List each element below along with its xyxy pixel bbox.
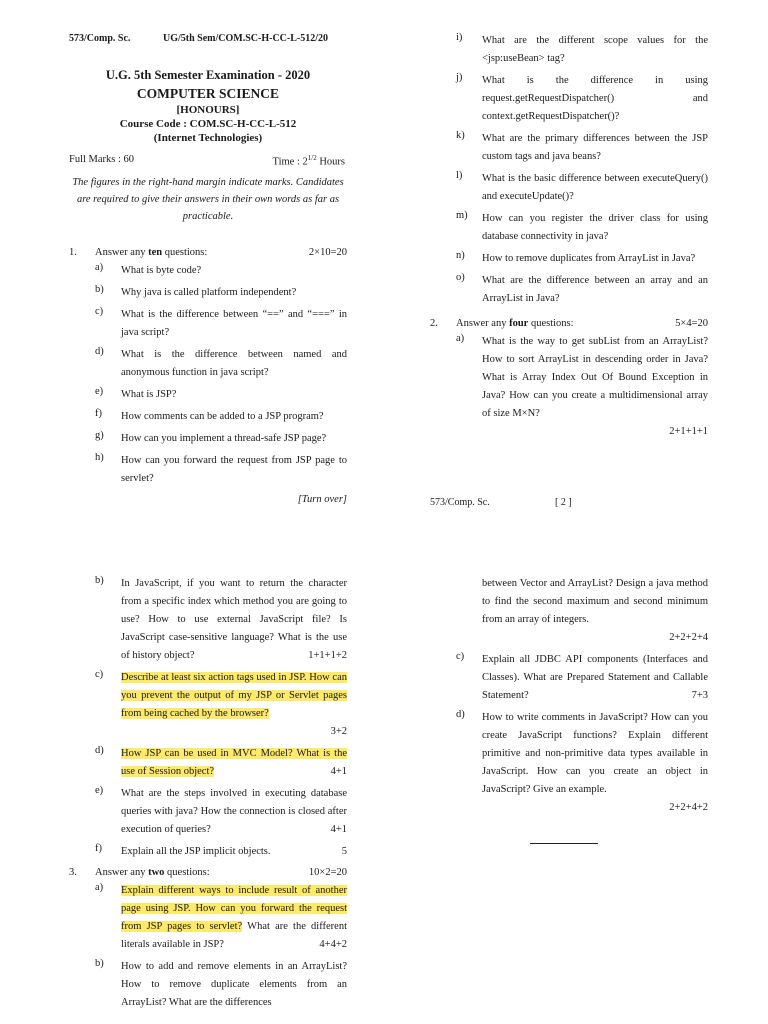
subject-title: COMPUTER SCIENCE [136, 86, 280, 101]
q2-item [69, 669, 347, 741]
item-label: e) [95, 385, 104, 397]
q1_items_left-item [69, 408, 347, 426]
q1_items_right-item [430, 130, 708, 166]
item-marks: 4+1 [330, 824, 347, 835]
item-label: f) [95, 407, 102, 419]
q1_items_left-item [69, 284, 347, 302]
item-label: b) [95, 283, 104, 295]
page1-left-column [69, 30, 347, 505]
item-text: How JSP can be used in MVC Model? What is the use of Session object? [121, 748, 347, 777]
page2-right-column [430, 575, 708, 817]
q3b-continued: between Vector and ArrayList? Design a java method to find the second maximum and second minimum from an array of integers. 2+2+2+4 [430, 575, 708, 647]
q3d-marks: 2+2+4+2 [669, 802, 708, 813]
item-text: What is the difference between named and anonymous function in java script? [121, 348, 347, 378]
q2-item [69, 575, 347, 665]
item-label: f) [95, 843, 102, 854]
q2-item [69, 843, 347, 861]
q1_items_left-item [69, 306, 347, 342]
header-code: 573/Comp. Sc. [69, 33, 131, 44]
q2-heading: 2. Answer any four questions: 5×4=20 [430, 318, 708, 329]
q1-items-left [69, 262, 347, 488]
q1_items_left-item [69, 346, 347, 382]
page2-left-column [69, 575, 347, 1012]
item-label: h) [95, 451, 104, 463]
q1_items_right-item [430, 32, 708, 68]
item-text: What are the difference between an array and an ArrayList in Java? [482, 275, 708, 304]
item-label: l) [456, 170, 463, 181]
q1_items_right-item [430, 250, 708, 268]
q3b-item: b) How to add and remove elements in an ArrayList? How to remove duplicate elements from an ArrayList? What are the differences [69, 958, 347, 1012]
honours-label: [HONOURS] [176, 104, 240, 116]
q3a-item: a) Explain different ways to include result of another page using JSP. How can you forward the request from JSP pages to servlet? What are the different literals available in JSP? 4+4+2 [69, 882, 347, 954]
q1_items_right-item [430, 272, 708, 308]
item-marks: 1+1+1+2 [308, 650, 347, 661]
item-label: c) [95, 669, 104, 680]
item-text: What is the basic difference between executeQuery() and executeUpdate()? [482, 173, 708, 202]
marks-time-row [69, 154, 347, 168]
q3b-marks: 2+2+2+4 [669, 632, 708, 643]
q3c-marks: 7+3 [691, 690, 708, 701]
q3d-item: d) How to write comments in JavaScript? How can you create JavaScript functions? Explain different primitive and non-primitive data types available in JavaScript. How can you create an object in JavaScript? Give an example. 2+2+4+2 [430, 709, 708, 817]
item-label: d) [95, 345, 104, 357]
item-text: What is byte code? [121, 264, 202, 276]
item-text: How can you register the driver class for using database connectivity in java? [482, 213, 708, 242]
q2a-marks: 2+1+1+1 [669, 426, 708, 437]
paper-name: (Internet Technologies) [153, 132, 263, 144]
item-label: c) [95, 305, 104, 317]
q2-item [69, 745, 347, 781]
item-marks: 4+1 [330, 766, 347, 777]
item-text: Explain all the JSP implicit objects. [121, 846, 271, 857]
item-text: In JavaScript, if you want to return the character from a specific index which method you are going to use? How to use external JavaScript file? Is JavaScript case-sensitive language? What is the use of history object? [121, 578, 347, 661]
item-text: What is JSP? [121, 388, 177, 400]
course-code: Course Code : COM.SC-H-CC-L-512 [119, 118, 297, 130]
q2-items-rest [69, 575, 347, 861]
item-text: What are the steps involved in executing database queries with java? How the connection is closed after execution of queries? [121, 788, 347, 835]
item-label: k) [456, 130, 465, 141]
exam-title: U.G. 5th Semester Examination - 2020 [105, 68, 311, 82]
turn-over: [Turn over] [297, 493, 347, 505]
full-marks: Full Marks : 60 [69, 154, 135, 165]
q1-heading: 1. Answer any ten questions: 2×10=20 [69, 246, 347, 258]
item-text: What is the difference between “==” and “===” in java script? [121, 308, 347, 338]
footer-code: 573/Comp. Sc. [430, 497, 490, 508]
item-text: What is the difference in using request.getRequestDispatcher() and context.getRequestDispatcher()? [482, 75, 708, 122]
header [69, 33, 347, 44]
item-label: e) [95, 785, 104, 796]
item-text: How can you forward the request from JSP page to servlet? [121, 454, 347, 484]
q1_items_left-item [69, 386, 347, 404]
item-label: j) [456, 72, 463, 83]
item-text: What are the different scope values for the <jsp:useBean> tag? [482, 35, 708, 64]
instructions-note: The figures in the right-hand margin indicate marks. Candidates are required to give their answers in their own words as far as practicable. [72, 176, 344, 222]
item-label: d) [95, 745, 104, 756]
item-label: n) [456, 250, 465, 261]
q1_items_left-item [69, 262, 347, 280]
item-text: Why java is called platform independent? [121, 286, 297, 298]
item-label: g) [95, 429, 104, 441]
end-line [530, 843, 598, 844]
q1_items_right-item [430, 210, 708, 246]
item-text: How to remove duplicates from ArrayList in Java? [482, 253, 696, 264]
item-text: How comments can be added to a JSP program? [121, 410, 324, 422]
footer-page: [ 2 ] [555, 497, 572, 508]
q3-heading: 3. Answer any two questions: 10×2=20 [69, 867, 347, 878]
q3c-item: c) Explain all JDBC API components (Interfaces and Classes). What are Prepared Statement and Callable Statement? 7+3 [430, 651, 708, 705]
item-label: b) [95, 575, 104, 586]
item-marks: 3+2 [330, 726, 347, 737]
page1-right-column [430, 32, 708, 441]
q1_items_left-item [69, 452, 347, 488]
item-text: Describe at least six action tags used in JSP. How can you prevent the output of my JSP or Servlet pages from being cached by the browser? [121, 672, 347, 719]
time: Time : $2^{1/2}$ Hours [272, 154, 345, 168]
item-label: i) [456, 32, 463, 43]
q3a-marks: 4+4+2 [319, 939, 347, 950]
q2-item [69, 785, 347, 839]
item-marks: 5 [341, 846, 347, 857]
q3a-highlight: Explain different ways to include result of another page using JSP. How can you forward the request from JSP pages to servlet? [121, 885, 347, 932]
item-text: How can you implement a thread-safe JSP page? [121, 432, 327, 444]
header-paper: UG/5th Sem/COM.SC-H-CC-L-512/20 [163, 33, 328, 44]
q2a-text: What is the way to get subList from an ArrayList? How to sort ArrayList in descending order in Java? What is Array Index Out Of Bound Exception in Java? How can you create a multidimensional array of size M×N? [482, 336, 708, 419]
item-label: m) [456, 210, 468, 221]
page-footer [430, 497, 572, 508]
q1_items_left-item [69, 430, 347, 448]
q3b-text: How to add and remove elements in an ArrayList? How to remove duplicate elements from an ArrayList? What are the differences [121, 961, 347, 1008]
item-label: o) [456, 272, 465, 283]
q1-items-right [430, 32, 708, 308]
item-label: a) [95, 261, 104, 273]
q1_items_right-item [430, 170, 708, 206]
item-text: What are the primary differences between the JSP custom tags and java beans? [482, 133, 708, 162]
q2a-item: a) What is the way to get subList from an ArrayList? How to sort ArrayList in descending order in Java? What is Array Index Out Of Bound Exception in Java? How can you create a multidimensional array of size M×N? 2+1+1+1 [430, 333, 708, 441]
q1_items_right-item [430, 72, 708, 126]
